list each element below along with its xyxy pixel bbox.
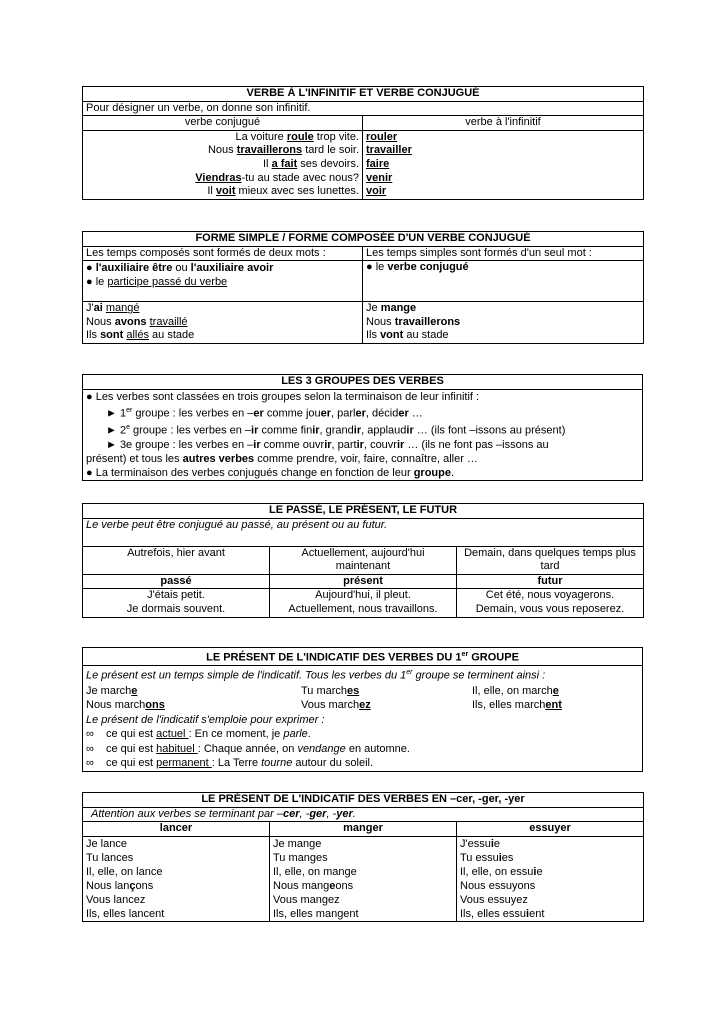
simple-head: Les temps simples sont formés d'un seul mot : (363, 246, 644, 261)
present-first-group-body: Le présent est un temps simple de l'indicatif. Tous les verbes du 1er groupe se terminent ainsi : Je marche Tu marches Il, elle, on marche Nous marchons Vous marchez Ils, elles marchent Le présent de l'indicatif s'emploie pour exprimer : ∞ ce qui est actuel : En ce moment, je parle. ∞ ce qui est habituel : Chaque année, on vendange en automne. ∞ ce qui est permanent : La Terre tourne autour du soleil. (83, 666, 643, 772)
infinitive-title: VERBE À L'INFINITIF ET VERBE CONJUGUÉ (83, 87, 644, 102)
manger-conjugation: Je mange Tu manges Il, elle, on mange Nous mangeons Vous mangez Ils, elles mangent (270, 836, 457, 921)
compound-rule: ● l'auxiliaire être ou l'auxiliaire avoir ● le participe passé du verbe (83, 261, 363, 302)
cer-ger-yer-warning: Attention aux verbes se terminant par –cer, -ger, -yer. (83, 807, 644, 822)
infinitive-table (82, 86, 644, 200)
past-header: passé (83, 574, 270, 589)
compound-head: Les temps composés sont formés de deux mots : (83, 246, 363, 261)
future-time-words: Demain, dans quelques temps plus tard (457, 546, 644, 574)
present-first-group-table (82, 647, 643, 772)
infinitive-item: venir (366, 171, 393, 184)
conjugation-form: Ils, elles marchent (472, 699, 562, 712)
present-header: présent (270, 574, 457, 589)
infinitive-item: travailler (366, 144, 412, 157)
lancer-conjugation: Je lance Tu lances Il, elle, on lance Nous lançons Vous lancez Ils, elles lancent (83, 836, 270, 921)
infinitive-intro: Pour désigner un verbe, on donne son infinitif. (83, 101, 644, 116)
groups-title: LES 3 GROUPES DES VERBES (83, 375, 643, 390)
cer-ger-yer-table (82, 792, 644, 922)
future-header: futur (457, 574, 644, 589)
present-examples: Aujourd'hui, il pleut. Actuellement, nous travaillons. (270, 589, 457, 617)
compound-examples: J'ai mangé Nous avons travaillé Ils sont allés au stade (83, 302, 363, 344)
infinitive-item: faire (366, 157, 390, 170)
past-examples: J'étais petit. Je dormais souvent. (83, 589, 270, 617)
manger-header: manger (270, 822, 457, 837)
col-conjugated-header: verbe conjugué (83, 116, 363, 131)
groups-body: ● Les verbes sont classées en trois groupes selon la terminaison de leur infinitif : ► 1er groupe : les verbes en –er comme jouer, parler, décider … ► 2e groupe : les verbes en –ir comme finir, grandir, applaudir … (ils font –issons au présent) ► 3e groupe : les verbes en –ir comme ouvrir, partir, couvrir … (ils ne font pas –issons au présent) et tous les autres verbes comme prendre, voir, faire, connaître, aller … ● La terminaison des verbes conjugués change en fonction de leur groupe. (83, 389, 643, 481)
example-row: Viendras-tu au stade avec nous? (195, 171, 359, 184)
simple-examples: Je mange Nous travaillerons Ils vont au stade (363, 302, 644, 344)
usage-item: ∞ ce qui est permanent : La Terre tourne autour du soleil. (86, 757, 374, 770)
tenses-intro: Le verbe peut être conjugué au passé, au présent ou au futur. (83, 518, 644, 546)
cer-ger-yer-title: LE PRÉSENT DE L'INDICATIF DES VERBES EN –cer, -ger, -yer (83, 793, 644, 808)
example-row: La voiture roule trop vite. (235, 130, 359, 143)
future-examples: Cet été, nous voyagerons. Demain, vous vous reposerez. (457, 589, 644, 617)
col-infinitive-header: verbe à l'infinitif (363, 116, 644, 131)
tenses-table (82, 503, 644, 618)
essuyer-header: essuyer (457, 822, 644, 837)
essuyer-conjugation: J'essuie Tu essuies Il, elle, on essuie Nous essuyons Vous essuyez Ils, elles essuient (457, 836, 644, 921)
infinitive-examples (363, 130, 644, 199)
conjugation-form: Vous marchez (301, 699, 371, 712)
conjugation-form: Il, elle, on marche (472, 684, 559, 697)
simple-rule: ● le verbe conjugué (363, 261, 644, 302)
infinitive-item: voir (366, 185, 387, 198)
present-first-group-title: LE PRÉSENT DE L'INDICATIF DES VERBES DU 1er GROUPE (83, 648, 643, 666)
simple-compound-title: FORME SIMPLE / FORME COMPOSÉE D'UN VERBE CONJUGUÉ (83, 232, 644, 247)
conjugated-examples (83, 130, 363, 199)
present-time-words: Actuellement, aujourd'hui maintenant (270, 546, 457, 574)
lancer-header: lancer (83, 822, 270, 837)
groups-table (82, 374, 643, 481)
conjugation-form: Tu marches (301, 684, 360, 697)
infinitive-item: rouler (366, 130, 398, 143)
example-row: Nous travaillerons tard le soir. (207, 144, 359, 157)
past-time-words: Autrefois, hier avant (83, 546, 270, 574)
simple-compound-table (82, 231, 644, 344)
usage-item: ∞ ce qui est habituel : Chaque année, on vendange en automne. (86, 742, 410, 755)
tenses-title: LE PASSÉ, LE PRÉSENT, LE FUTUR (83, 504, 644, 519)
example-row: Il a fait ses devoirs. (263, 157, 359, 170)
conjugation-form: Nous marchons (86, 699, 165, 712)
usage-item: ∞ ce qui est actuel : En ce moment, je parle. (86, 728, 311, 741)
conjugation-form: Je marche (86, 684, 138, 697)
example-row: Il voit mieux avec ses lunettes. (207, 185, 359, 198)
